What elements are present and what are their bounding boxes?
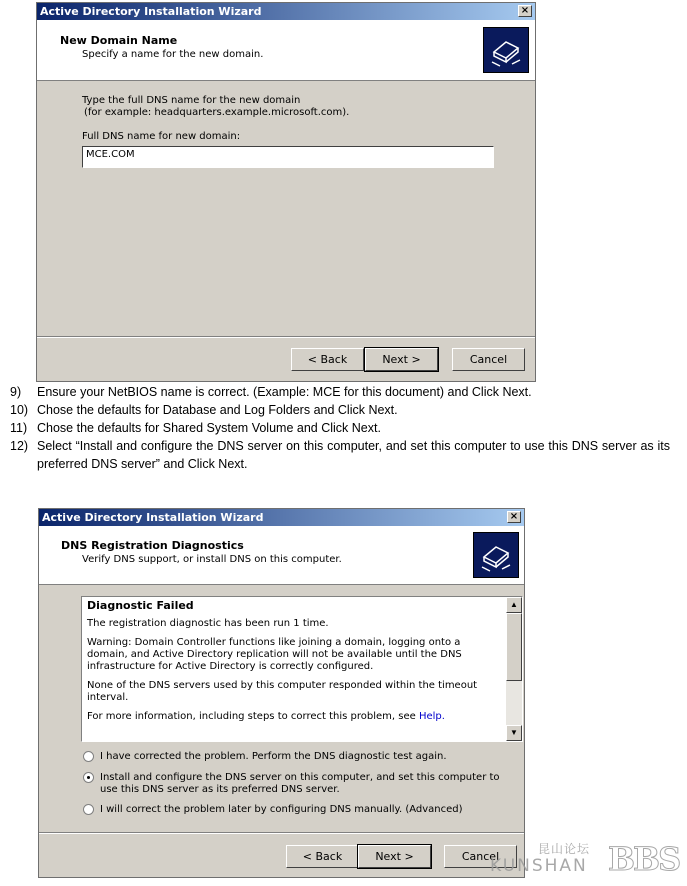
- dialog-titlebar: [37, 3, 535, 20]
- diagnostic-paragraph: The registration diagnostic has been run 1 time.: [87, 618, 329, 629]
- step-text: Select “Install and configure the DNS server on this computer, and set this computer to use this DNS server as its preferred DNS server” and Click Next.: [37, 439, 670, 471]
- step-item: [10, 437, 670, 473]
- vertical-scrollbar[interactable]: [506, 597, 522, 741]
- instruction-line-2: (for example: headquarters.example.microsoft.com).: [84, 107, 350, 118]
- step-item: [10, 401, 670, 419]
- header-title: New Domain Name: [60, 34, 178, 47]
- watermark-chinese: 昆山论坛: [538, 842, 591, 856]
- radio-label: I have corrected the problem. Perform the DNS diagnostic test again.: [100, 751, 447, 762]
- step-text: Ensure your NetBIOS name is correct. (Example: MCE for this document) and Click Next.: [37, 385, 532, 399]
- wizard-header: [39, 526, 524, 585]
- radio-button-selected[interactable]: [83, 772, 94, 783]
- diagnostic-paragraph: [87, 711, 502, 723]
- watermark-bbs: BBS: [608, 840, 680, 878]
- step-number: 9): [10, 385, 22, 399]
- close-icon[interactable]: ×: [518, 5, 532, 17]
- radio-button[interactable]: [83, 804, 94, 815]
- watermark-english: KUNSHAN: [490, 856, 588, 876]
- scroll-down-icon[interactable]: ▼: [506, 725, 522, 741]
- wizard-dialog-new-domain: [36, 2, 536, 382]
- back-button[interactable]: < Back: [291, 348, 364, 371]
- dns-name-label: Full DNS name for new domain:: [82, 131, 241, 142]
- step-number: 10): [10, 403, 29, 417]
- book-network-icon: [473, 532, 519, 578]
- radio-label: I will correct the problem later by configuring DNS manually. (Advanced): [100, 804, 463, 815]
- next-button[interactable]: Next >: [365, 348, 438, 371]
- help-link[interactable]: Help.: [418, 711, 445, 722]
- next-button[interactable]: Next >: [358, 845, 431, 868]
- close-icon[interactable]: ×: [507, 511, 521, 523]
- diagnostic-title: Diagnostic Failed: [87, 599, 194, 612]
- site-watermark: [490, 840, 687, 880]
- button-separator: [37, 336, 535, 338]
- diagnostic-paragraph: None of the DNS servers used by this computer responded within the timeout interval.: [87, 680, 478, 703]
- step-text: Chose the defaults for Shared System Volume and Click Next.: [37, 421, 381, 435]
- radio-button[interactable]: [83, 751, 94, 762]
- help-text: For more information, including steps to correct this problem, see: [87, 711, 419, 722]
- header-subtitle: Specify a name for the new domain.: [82, 49, 264, 60]
- step-item: [10, 383, 670, 401]
- header-subtitle: Verify DNS support, or install DNS on this computer.: [82, 554, 342, 565]
- header-title: DNS Registration Diagnostics: [61, 539, 244, 552]
- wizard-header: [37, 20, 535, 81]
- cancel-button[interactable]: Cancel: [444, 845, 517, 868]
- button-separator: [39, 832, 524, 834]
- scroll-up-icon[interactable]: ▲: [506, 597, 522, 613]
- step-number: 11): [10, 421, 28, 435]
- instruction-line-1: Type the full DNS name for the new domain: [82, 95, 301, 106]
- step-text: Chose the defaults for Database and Log Folders and Click Next.: [37, 403, 398, 417]
- diagnostic-results-box[interactable]: [81, 596, 523, 742]
- radio-label: Install and configure the DNS server on this computer, and set this computer to use this DNS server as its preferred DNS server.: [100, 772, 500, 795]
- back-button[interactable]: < Back: [286, 845, 359, 868]
- book-network-icon: [483, 27, 529, 73]
- dialog-titlebar: [39, 509, 524, 526]
- instruction-steps: [10, 383, 670, 473]
- wizard-dialog-dns-diagnostics: [38, 508, 525, 878]
- dns-name-input[interactable]: MCE.COM: [82, 146, 494, 168]
- dialog-title: Active Directory Installation Wizard: [40, 5, 262, 18]
- step-item: [10, 419, 670, 437]
- step-number: 12): [10, 439, 29, 453]
- cancel-button[interactable]: Cancel: [452, 348, 525, 371]
- diagnostic-text: [83, 598, 506, 741]
- diagnostic-paragraph: Warning: Domain Controller functions like joining a domain, logging onto a domain, and Active Directory replication will not be available until the DNS infrastructure for Active Directory is correctly configured.: [87, 637, 462, 672]
- scroll-thumb[interactable]: [506, 613, 522, 681]
- dialog-title: Active Directory Installation Wizard: [42, 511, 264, 524]
